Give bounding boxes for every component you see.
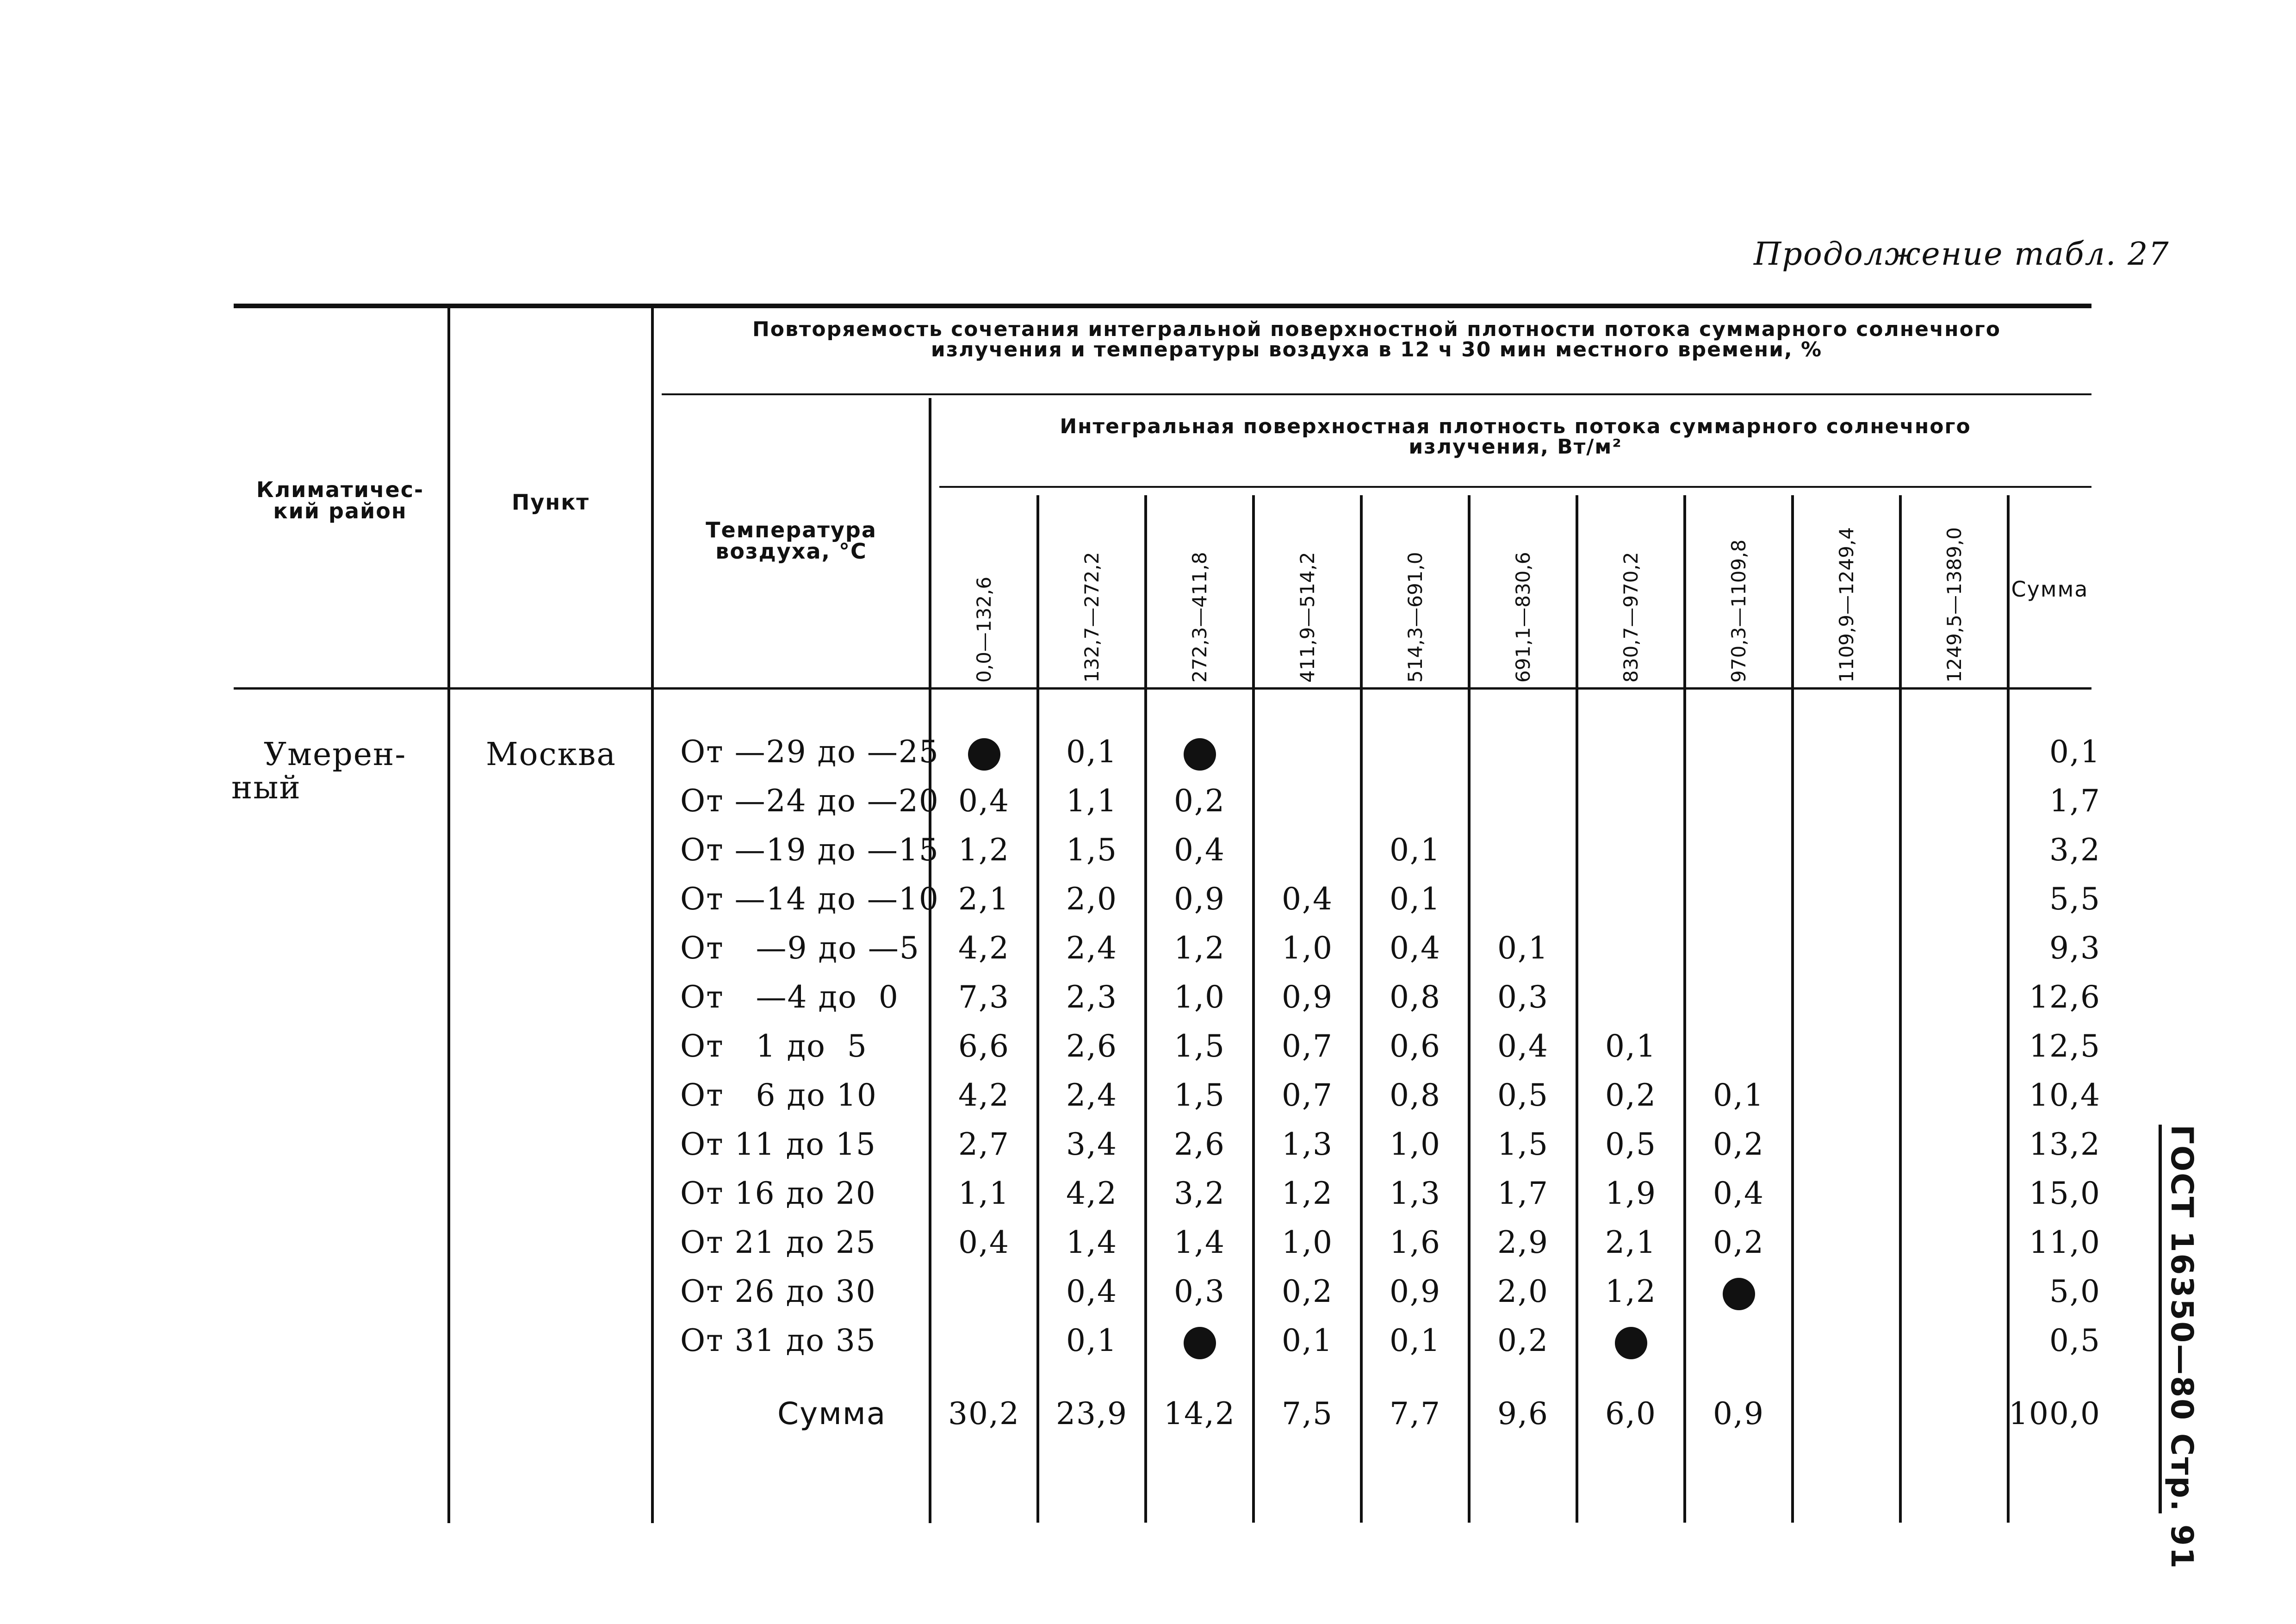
- value-cell: 1,5: [1497, 1126, 1549, 1162]
- value-cell: 0,5: [1497, 1077, 1549, 1113]
- continuation-title: Продолжение табл. 27: [1754, 236, 2170, 273]
- value-cell: 0,9: [1713, 1396, 1764, 1431]
- value-cell: 0,2: [1605, 1077, 1657, 1113]
- repeatability-header-line2: излучения и температуры воздуха в 12 ч 30 мин местного времени, %: [931, 338, 1823, 361]
- value-cell: 0,1: [1390, 832, 1441, 868]
- value-cell: [1154, 1325, 1246, 1359]
- top-rule: [234, 304, 2091, 308]
- column-header: 0,0—132,6: [972, 576, 995, 683]
- temperature-range: От 1 до 5: [680, 1028, 868, 1064]
- value-cell: 0,3: [1497, 979, 1549, 1015]
- value-cell: 0,1: [1497, 930, 1549, 966]
- value-cell: 2,1: [1605, 1225, 1657, 1260]
- region-header-line1: Климатичес-: [256, 477, 424, 502]
- column-header: 514,3—691,0: [1403, 552, 1427, 683]
- value-cell: 0,1: [1713, 1077, 1764, 1113]
- region-point-divider: [447, 308, 450, 1523]
- value-cell: 0,2: [1713, 1126, 1764, 1162]
- column-divider: [1791, 495, 1794, 1523]
- dot-marker: [1184, 738, 1216, 771]
- value-cell: 2,6: [1174, 1126, 1225, 1162]
- row-sum: 100,0: [2009, 1396, 2101, 1431]
- point-temp-divider: [651, 308, 654, 1523]
- column-divider: [1036, 495, 1039, 1523]
- value-cell: 0,1: [1390, 1323, 1441, 1358]
- repeatability-header-line1: Повторяемость сочетания интегральной поверхностной плотности потока суммарного солнечного: [752, 317, 2001, 341]
- value-cell: 2,4: [1066, 930, 1117, 966]
- column-divider: [1360, 495, 1363, 1523]
- temperature-range: От 11 до 15: [680, 1126, 876, 1162]
- column-header: 830,7—970,2: [1619, 552, 1642, 683]
- row-sum: 9,3: [2049, 930, 2101, 966]
- row-sum: 13,2: [2029, 1126, 2101, 1162]
- value-cell: 23,9: [1056, 1396, 1128, 1431]
- value-cell: 1,6: [1390, 1225, 1441, 1260]
- row-sum: 12,5: [2029, 1028, 2101, 1064]
- value-cell: 7,7: [1390, 1396, 1441, 1431]
- value-cell: 7,3: [958, 979, 1010, 1015]
- column-header: 132,7—272,2: [1080, 552, 1103, 683]
- value-cell: 1,0: [1174, 979, 1225, 1015]
- dot-marker: [1615, 1327, 1647, 1359]
- value-cell: 1,0: [1282, 930, 1333, 966]
- temperature-range: От 31 до 35: [680, 1323, 876, 1358]
- value-cell: 2,0: [1497, 1274, 1549, 1309]
- value-cell: 0,8: [1390, 1077, 1441, 1113]
- column-header: 1249,5—1389,0: [1942, 527, 1966, 683]
- temperature-header-line2: воздуха, °С: [715, 539, 867, 564]
- value-cell: 0,4: [1066, 1274, 1117, 1309]
- temperature-range: От —24 до —20: [680, 783, 939, 819]
- sum-header: Сумма: [2011, 577, 2089, 602]
- value-cell: 0,2: [1497, 1323, 1549, 1358]
- value-cell: 0,4: [1497, 1028, 1549, 1064]
- temperature-range: От —29 до —25: [680, 734, 939, 770]
- value-cell: [938, 736, 1030, 771]
- temperature-header-line1: Температура: [706, 517, 877, 542]
- temperature-range: От 21 до 25: [680, 1225, 876, 1260]
- region-line1: Умерен-: [264, 736, 407, 773]
- value-cell: 1,4: [1174, 1225, 1225, 1260]
- value-cell: 2,6: [1066, 1028, 1117, 1064]
- side-label: ГОСТ 16350—80 Стр. 91: [2164, 1125, 2200, 1570]
- value-cell: 3,2: [1174, 1176, 1225, 1211]
- value-cell: 0,1: [1605, 1028, 1657, 1064]
- row-sum: 0,5: [2049, 1323, 2101, 1358]
- value-cell: 1,0: [1390, 1126, 1441, 1162]
- value-cell: 9,6: [1497, 1396, 1549, 1431]
- point-header: Пункт: [511, 490, 590, 515]
- column-header: 411,9—514,2: [1296, 552, 1319, 683]
- value-cell: 6,6: [958, 1028, 1010, 1064]
- value-cell: 0,1: [1066, 734, 1117, 770]
- value-cell: 7,5: [1282, 1396, 1333, 1431]
- temperature-range: От 26 до 30: [680, 1274, 876, 1309]
- row-sum: 10,4: [2029, 1077, 2101, 1113]
- row-sum: 1,7: [2049, 783, 2101, 819]
- side-rule: [2159, 1125, 2162, 1513]
- value-cell: 30,2: [948, 1396, 1020, 1431]
- column-header: 691,1—830,6: [1511, 552, 1534, 683]
- value-cell: 1,0: [1282, 1225, 1333, 1260]
- column-divider: [1576, 495, 1578, 1523]
- value-cell: 0,5: [1605, 1126, 1657, 1162]
- dot-marker: [968, 738, 1000, 771]
- header-bottom-rule: [234, 687, 2091, 690]
- column-divider: [1144, 495, 1147, 1523]
- column-divider: [1683, 495, 1686, 1523]
- value-cell: [1154, 736, 1246, 771]
- value-cell: 1,2: [1174, 930, 1225, 966]
- value-cell: 0,2: [1174, 783, 1225, 819]
- value-cell: 0,6: [1390, 1028, 1441, 1064]
- column-divider: [1468, 495, 1471, 1523]
- value-cell: 1,5: [1174, 1028, 1225, 1064]
- value-cell: 0,2: [1713, 1225, 1764, 1260]
- value-cell: [1693, 1276, 1785, 1310]
- value-cell: [1585, 1325, 1677, 1359]
- total-label: Сумма: [777, 1396, 887, 1431]
- value-cell: 0,9: [1282, 979, 1333, 1015]
- value-cell: 1,5: [1174, 1077, 1225, 1113]
- temp-values-divider: [929, 398, 931, 1523]
- value-cell: 4,2: [958, 1077, 1010, 1113]
- value-cell: 3,4: [1066, 1126, 1117, 1162]
- value-cell: 1,5: [1066, 832, 1117, 868]
- value-cell: 2,3: [1066, 979, 1117, 1015]
- value-cell: 0,2: [1282, 1274, 1333, 1309]
- value-cell: 4,2: [958, 930, 1010, 966]
- row-sum: 15,0: [2029, 1176, 2101, 1211]
- value-cell: 14,2: [1164, 1396, 1235, 1431]
- temperature-header: [655, 519, 928, 562]
- row-sum: 5,0: [2049, 1274, 2101, 1309]
- temperature-range: От —9 до —5: [680, 930, 920, 966]
- value-cell: 0,4: [958, 783, 1010, 819]
- row-sum: 12,6: [2029, 979, 2101, 1015]
- temperature-range: От —19 до —15: [680, 832, 939, 868]
- temperature-range: От 16 до 20: [680, 1176, 876, 1211]
- value-cell: 2,9: [1497, 1225, 1549, 1260]
- repeatability-header: [662, 319, 2091, 360]
- value-cell: 1,2: [958, 832, 1010, 868]
- value-cell: 1,3: [1390, 1176, 1441, 1211]
- density-header-line1: Интегральная поверхностная плотность потока суммарного солнечного: [1060, 415, 1971, 438]
- region-header-line2: кий район: [273, 498, 407, 523]
- temperature-range: От 6 до 10: [680, 1077, 877, 1113]
- value-cell: 0,7: [1282, 1028, 1333, 1064]
- value-cell: 0,3: [1174, 1274, 1225, 1309]
- value-cell: 6,0: [1605, 1396, 1657, 1431]
- value-cell: 1,4: [1066, 1225, 1117, 1260]
- temperature-range: От —4 до 0: [680, 979, 899, 1015]
- column-divider: [1252, 495, 1255, 1523]
- region-line2: ный: [231, 770, 301, 806]
- value-cell: 1,7: [1497, 1176, 1549, 1211]
- value-cell: 0,7: [1282, 1077, 1333, 1113]
- row-sum: 5,5: [2049, 881, 2101, 917]
- value-cell: 4,2: [1066, 1176, 1117, 1211]
- value-cell: 0,4: [1282, 881, 1333, 917]
- region-cell: [231, 738, 416, 805]
- dot-marker: [1184, 1327, 1216, 1359]
- value-cell: 0,8: [1390, 979, 1441, 1015]
- value-cell: 1,9: [1605, 1176, 1657, 1211]
- point-cell: Москва: [486, 736, 616, 773]
- value-cell: 2,1: [958, 881, 1010, 917]
- value-cell: 0,4: [1390, 930, 1441, 966]
- value-cell: 0,4: [958, 1225, 1010, 1260]
- value-cell: 0,9: [1174, 881, 1225, 917]
- value-cell: 1,1: [1066, 783, 1117, 819]
- rule-under-density: [939, 486, 2091, 488]
- value-cell: 0,1: [1390, 881, 1441, 917]
- value-cell: 2,4: [1066, 1077, 1117, 1113]
- value-cell: 1,2: [1605, 1274, 1657, 1309]
- temperature-range: От —14 до —10: [680, 881, 939, 917]
- value-cell: 0,1: [1066, 1323, 1117, 1358]
- value-cell: 0,1: [1282, 1323, 1333, 1358]
- column-header: 1109,9—1249,4: [1835, 527, 1858, 683]
- rule-under-repeatability: [662, 393, 2091, 395]
- value-cell: 0,4: [1174, 832, 1225, 868]
- density-header: [939, 417, 2091, 457]
- value-cell: 1,1: [958, 1176, 1010, 1211]
- column-header: 970,3—1109,8: [1727, 539, 1750, 683]
- value-cell: 2,7: [958, 1126, 1010, 1162]
- row-sum: 11,0: [2029, 1225, 2101, 1260]
- value-cell: 2,0: [1066, 881, 1117, 917]
- row-sum: 3,2: [2049, 832, 2101, 868]
- density-header-line2: излучения, Вт/м²: [1409, 435, 1622, 459]
- value-cell: 1,3: [1282, 1126, 1333, 1162]
- column-divider: [1899, 495, 1902, 1523]
- value-cell: 0,9: [1390, 1274, 1441, 1309]
- value-cell: 1,2: [1282, 1176, 1333, 1211]
- value-cell: 0,4: [1713, 1176, 1764, 1211]
- column-header: 272,3—411,8: [1188, 552, 1211, 683]
- dot-marker: [1723, 1278, 1755, 1310]
- row-sum: 0,1: [2049, 734, 2101, 770]
- region-header: [234, 479, 447, 522]
